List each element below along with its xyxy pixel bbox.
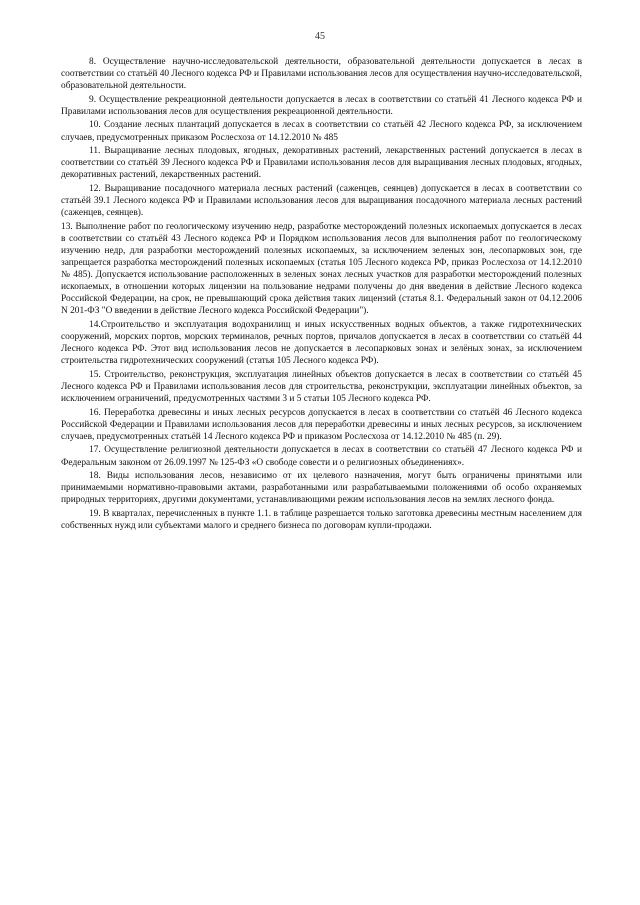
paragraph-4: 11. Выращивание лесных плодовых, ягодных, декоративных растений, лекарственных растений допускается в лесах в соответствии со статьёй 39 Лесного кодекса РФ и Правилами использования лесов для выращивания лесных плодовых, ягодных, декоративных растений, лекарственных растений. [61,146,582,181]
paragraph-1: 8. Осуществление научно-исследовательской деятельности, образовательной деятельности допускается в лесах в соответствии со статьёй 40 Лесного кодекса РФ и Правилами использования лесов для осуществления научно-исследовательской, образовательной деятельности. [61,57,583,92]
document-body [61,56,582,534]
paragraph-11: 18. Виды использования лесов, независимо от их целевого назначения, могут быть ограничены принятыми или принимаемыми нормативно-правовыми актами, разработанными или разрабатываемыми положениями об особо охраняемых природных территориях, другими документами, устанавливающими режим использования лесов на землях лесного фонда. [61,471,582,506]
paragraph-3: 10. Создание лесных плантаций допускается в лесах в соответствии со статьёй 42 Лесного кодекса РФ, за исключением случаев, предусмотренных приказом Рослесхоза от 14.12.2010 № 485 [61,120,582,143]
paragraph-5: 12. Выращивание посадочного материала лесных растений (саженцев, сеянцев) допускается в лесах в соответствии со статьёй 39.1 Лесного кодекса РФ и Правилами использования лесов для выращивания посадочного материала лесных растений (саженцев, сеянцев). [61,183,582,219]
paragraph-8: 15. Строительство, реконструкция, эксплуатация линейных объектов допускается в лесах в соответствии со статьёй 45 Лесного кодекса РФ и Правилами использования лесов для строительства, реконструкции, эксплуатации линейных объектов, за исключением ограничений, предусмотренных частями 3 и 5 статьи 105 Лесного кодекса РФ. [61,369,582,405]
page-number: 45 [315,31,325,42]
paragraph-9: 16. Переработка древесины и иных лесных ресурсов допускается в лесах в соответствии со статьёй 46 Лесного кодекса Российской Федерации и Правилами использования лесов для переработки древесины и иных лесных ресурсов, за исключением случаев, предусмотренных статьёй 14 Лесного кодекса РФ и приказом Рослесхоза от 14.12.2010 № 485 (п. 29). [61,407,582,442]
paragraph-7: 14.Строительство и эксплуатация водохранилищ и иных искусственных водных объектов, а также гидротехнических сооружений, морских портов, морских терминалов, речных портов, причалов допускается в лесах в соответствии со статьёй 44 Лесного кодекса РФ. Этот вид использования лесов не допускается в лесопарковых зонах и зелёных зонах, за исключением строительства гидротехнических сооружений (статья 105 Лесного кодекса РФ). [61,319,582,367]
paragraph-2: 9. Осуществление рекреационной деятельности допускается в лесах в соответствии со статьёй 41 Лесного кодекса РФ и Правилами использования лесов для осуществления рекреационной деятельности. [61,94,582,117]
paragraph-12: 19. В кварталах, перечисленных в пункте 1.1. в таблице разрешается только заготовка древесины местным населением для собственных нужд или субъектами малого и среднего бизнеса по договорам купли-продажи. [61,508,582,531]
paragraph-10: 17. Осуществление религиозной деятельности допускается в лесах в соответствии со статьёй 47 Лесного кодекса РФ и Федеральным законом от 26.09.1997 № 125-ФЗ «О свободе совести и о религиозных объединениях». [61,445,582,468]
paragraph-6: 13. Выполнение работ по геологическому изучению недр, разработке месторождений полезных ископаемых допускается в лесах в соответствии со статьёй 43 Лесного кодекса РФ и Порядком использования лесов для выполнения работ по геологическому изучению недр, для разработки месторождений полезных ископаемых, за исключением зеленых зон, лесопарковых зон, где запрещается разработка месторождений полезных ископаемых (статья 105 Лесного кодекса РФ, приказ Рослесхоза от 14.12.2010 № 485). Допускается использование расположенных в зеленых зонах лесных участков для разработки месторождений полезных ископаемых, в отношении которых лицензии на пользование недрами получены до дня введения в действие Лесного кодекса Российской Федерации, на срок, не превышающий срока действия таких лицензий (статья 8.1. Федеральный закон от 04.12.2006 N 201-ФЗ "О введении в действие Лесного кодекса Российской Федерации"). [61,221,582,317]
